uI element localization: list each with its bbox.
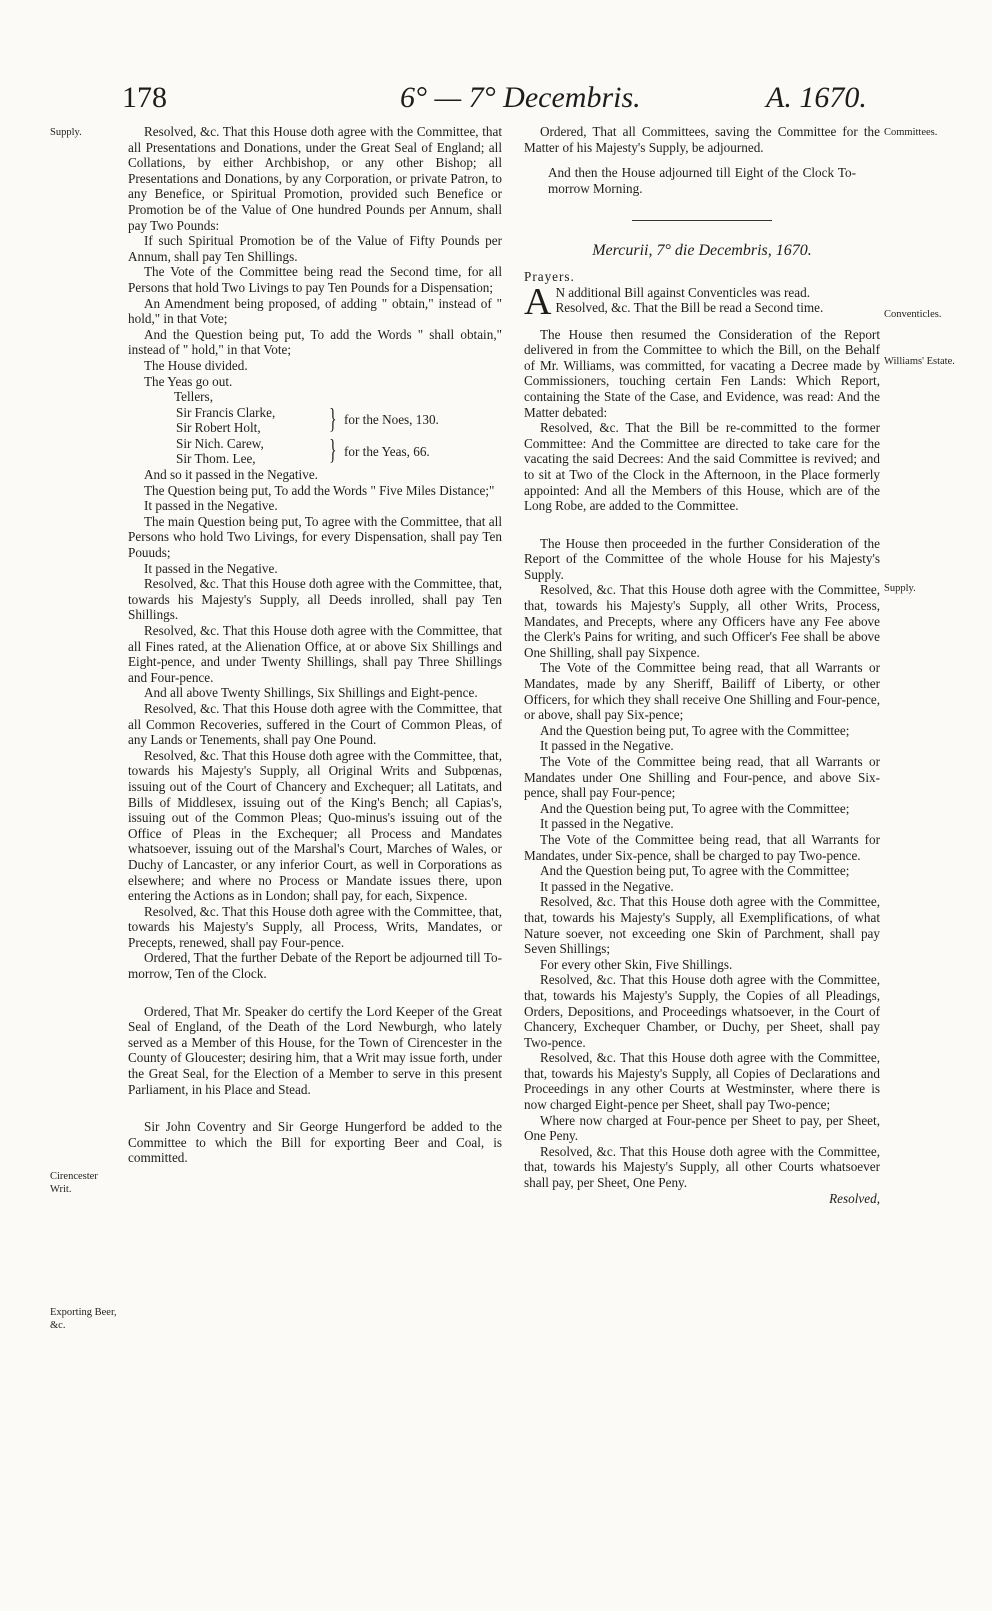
paragraph: An Amendment being proposed, of adding " obtain," instead of " hold," in that Vote; [128,295,502,327]
paragraph: Resolved, &c. That this House doth agree with the Committee, that, towards his Majesty's Supply, all Copies of Declarations and Proceedings in any other Courts at Westminster, where there is now charged Eight-pence per Sheet, shall pay Two-pence; [524,1050,880,1113]
paragraph: Ordered, That the further Debate of the Report be adjourned till To-morrow, Ten of the Clock. [128,950,502,982]
vote-count-noes: for the Noes, 130. [344,412,439,428]
paragraph: The Vote of the Committee being read, that all Warrants or Mandates, made by any Sheriff, Bailiff of Liberty, or other Officers, for which they shall receive One Shilling and Four-pence, or above, shall pay Six-pence; [524,660,880,723]
paragraph: And all above Twenty Shillings, Six Shillings and Eight-pence. [144,685,478,701]
tellers-yeas [176,436,502,467]
teller-name: Sir Francis Clarke, [176,404,276,420]
brace-icon: } [329,435,337,467]
teller-name: Sir Robert Holt, [176,420,261,436]
paragraph: Resolved, &c. That this House doth agree with the Committee, that, towards his Majesty's Supply, all Original Writs and Subpœnas, issuing out of the Court of Chancery and Exchequer; all Latitats, and Bills of Middlesex, issuing out of the King's Bench; all Capias's, issuing out of the Common Pleas; Quo-minus's issuing out of the Office of Pleas in the Exchequer; all Process and Mandates whatsoever, issuing out of the Marshal's Court, Marches of Wales, or Duchy of Lancaster, or any inferior Court, as well in Corporations as elsewhere; and where no Process or Mandate issues there, upon entering the Actions as in London; shall pay, for each, Sixpence. [128,747,502,904]
brace-icon: } [329,404,337,436]
catchword: Resolved, [829,1190,880,1206]
paragraph: And the Question being put, To agree with the Committee; [540,863,850,879]
teller-name: Sir Thom. Lee, [176,451,256,467]
paragraph: If such Spiritual Promotion be of the Value of Fifty Pounds per Annum, shall pay Ten Shillings. [128,233,502,264]
conventicles-entry [524,280,880,323]
paragraph: Ordered, That all Committees, saving the Committee for the Matter of his Majesty's Supply, be adjourned. [524,124,880,155]
tellers-label: Tellers, [174,389,213,405]
paragraph: For every other Skin, Five Shillings. [540,956,733,972]
paragraph: It passed in the Negative. [540,816,674,832]
margin-note-cirencester: Cirencester Writ. [50,1171,98,1195]
paragraph: The House then proceeded in the further Consideration of the Report of the Committee of the whole House for his Majesty's Supply. [524,535,880,582]
paragraph: It passed in the Negative. [144,498,278,514]
paragraph: Ordered, That Mr. Speaker do certify the Lord Keeper of the Great Seal of England, of the Death of the Lord Newburgh, who lately served as a Member of this House, for the Town of Cirencester in the County of Gloucester; desiring him, that a Writ may issue forth, under the Great Seal, for the Election of a Member to serve in this present Parliament, in his Place and Stead. [128,1003,502,1097]
margin-note-supply-right: Supply. [884,583,916,594]
paragraph: Resolved, &c. That the Bill be read a Second time. [555,300,824,316]
paragraph: Sir John Coventry and Sir George Hungerford be added to the Committee to which the Bill for exporting Beer and Coal, is committed. [128,1119,502,1166]
paragraph: And so it passed in the Negative. [144,467,318,483]
margin-note-conventicles: Conventicles. [884,309,942,320]
section-divider [632,220,772,221]
paragraph: The Yeas go out. [144,373,233,389]
margin-note-supply: Supply. [50,127,82,138]
paragraph: Resolved, &c. That this House doth agree with the Committee, that, towards his Majesty's Supply, the Copies of all Pleadings, Orders, Depositions, and Proceedings whatsoever, in the Court of Chancery, Exchequer Chamber, or Duchy, per Sheet, shall pay Two-pence. [524,972,880,1050]
paragraph: The Vote of the Committee being read the Second time, for all Persons that hold Two Livings to pay Ten Pounds for a Dispensation; [128,264,502,295]
paragraph: The Vote of the Committee being read, that all Warrants for Mandates, under Six-pence, shall be charged to pay Two-pence. [524,831,880,863]
tellers-noes [176,405,502,436]
margin-note-williams: Williams' Estate. [884,356,955,367]
paragraph: Where now charged at Four-pence per Sheet to pay, per Sheet, One Peny. [524,1112,880,1144]
paragraph: Resolved, &c. That this House doth agree with the Committee, that, towards his Majesty's Supply, all Exemplifications, of what Nature soever, not exceeding one Skin of Parchment, shall pay Seven Shillings; [524,894,880,957]
drop-cap: A [524,280,552,323]
paragraph: It passed in the Negative. [540,738,674,754]
left-column [128,124,502,1166]
paragraph: And the Question being put, To agree with the Committee; [540,800,850,816]
paragraph: Resolved, &c. That the Bill be re-committed to the former Committee: And the Committee are directed to take care for the vacating the said Decrees: And the said Committee is revived; and to sit at Two of the Clock in the Afternoon, in the Place formerly appointed: And all the Members of this House, which are of the Long Robe, are added to the Committee. [524,420,880,514]
paragraph: Resolved, &c. That this House doth agree with the Committee, that, towards his Majesty's Supply, all other Writs, Process, Mandates, and Precepts, where any Officers have any Fee above the Clerk's Pains for writing, and such Officer's Fee shall be above One Shilling, shall pay Sixpence. [524,582,880,660]
day-heading: Mercurii, 7° die Decembris, 1670. [592,242,812,260]
paragraph: It passed in the Negative. [144,560,278,576]
running-date: 6° — 7° Decembris. [400,81,641,114]
paragraph: The Question being put, To add the Words " Five Miles Distance;" [144,482,495,498]
paragraph: Resolved, &c. That this House doth agree with the Committee, that all Fines rated, at the Alienation Office, at or above Six Shillings and Eight-pence, and under Twenty Shillings, shall pay Three Shillings and Four-pence. [128,623,502,685]
running-year: A. 1670. [766,81,867,114]
paragraph: N additional Bill against Conventicles was read. [555,284,810,300]
paragraph: It passed in the Negative. [540,878,674,894]
teller-name: Sir Nich. Carew, [176,435,264,451]
paragraph: Resolved, &c. That this House doth agree with the Committee, that all Common Recoveries, suffered in the Court of Common Pleas, of any Lands or Tenements, shall pay One Pound. [128,700,502,748]
right-column [524,124,880,1206]
paragraph: And the Question being put, To add the Words " shall obtain," instead of " hold," in that Vote; [128,326,502,358]
paragraph: Resolved, &c. That this House doth agree with the Committee, that, towards his Majesty's Supply, all Process, Writs, Mandates, or Precepts, renewed, shall pay Four-pence. [128,903,502,950]
paragraph: The main Question being put, To agree with the Committee, that all Persons who hold Two Livings, for every Dispensation, shall pay Ten Pouuds; [128,513,502,561]
paragraph: Resolved, &c. That this House doth agree with the Committee, that, towards his Majesty's Supply, all Deeds inrolled, shall pay Ten Shillings. [128,576,502,623]
paragraph: And the Question being put, To agree with the Committee; [540,722,850,738]
paragraph: Resolved, &c. That this House doth agree with the Committee, that, towards his Majesty's Supply, all other Courts whatsoever shall pay, per Sheet, One Peny. [524,1143,880,1191]
page-number: 178 [122,81,167,114]
margin-note-committees: Committees. [884,127,938,138]
paragraph: The House divided. [144,357,248,373]
paragraph: Resolved, &c. That this House doth agree with the Committee, that all Presentations and Donations, under the Great Seal of England; all Collations, by either Archbishop, or any other Bishop; all Presentations and Donations, by any Corporation, or private Patron, to any Benefice, or Spiritual Promotion, provided such Benefice or Promotion be of the Value of One hundred Pounds per Annum, shall pay Two Pounds: [128,124,502,233]
paragraph: The Vote of the Committee being read, that all Warrants or Mandates under One Shilling and Four-pence, and above Six-pence, shall pay Four-pence; [524,754,880,801]
paragraph: The House then resumed the Consideration of the Report delivered in from the Committee to which the Bill, on the Behalf of Mr. Williams, was committed, for vacating a Decree made by Commissioners, touching certain Fen Lands: Which Report, containing the State of the Case, and Evidence, was read: And the Matter debated: [524,326,880,420]
vote-count-yeas: for the Yeas, 66. [344,443,430,459]
margin-note-exporting: Exporting Beer, &c. [50,1307,117,1331]
paragraph: And then the House adjourned till Eight of the Clock To-morrow Morning. [548,165,856,196]
prayers-heading: Prayers. [524,268,575,284]
